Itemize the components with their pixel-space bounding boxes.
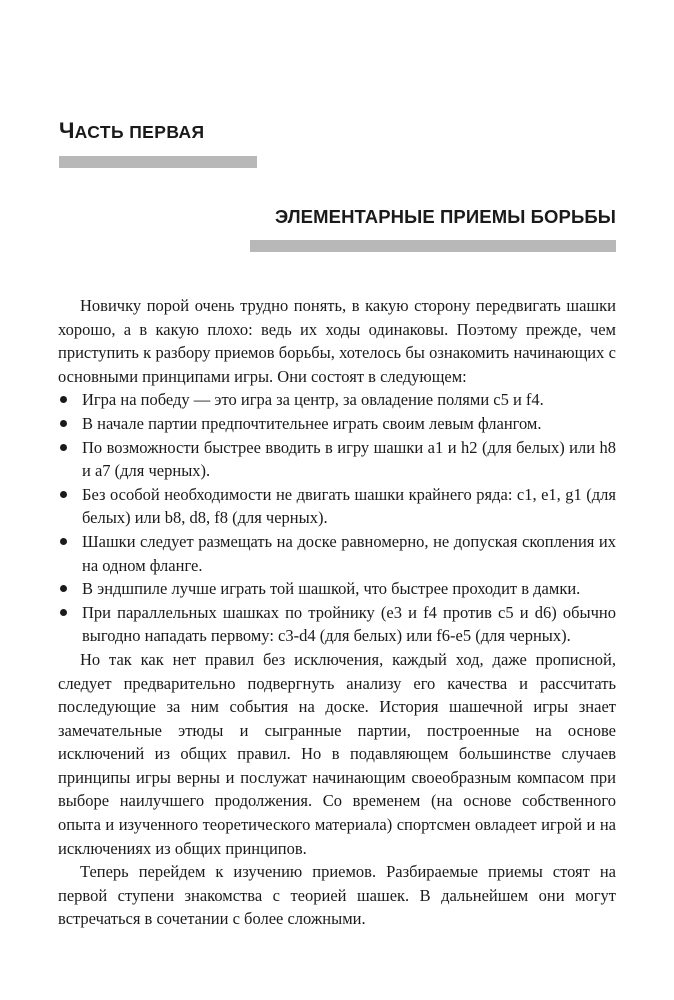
exceptions-paragraph: Но так как нет правил без исключения, каждый ход, даже прописной, следует предварительно подвергнуть анализу его качества и рассчитать последующие за ним события на доске. История шашечной игры знает замечательные этюды и сыгранные партии, построенные на основе исключений из общих правил. Но в подавляющем большинстве случаев принципы игры верны и послужат начинающим своеобразным компасом при выборе наилучшего продолжения. Со временем (на основе собственного опыта и изученного теоретического материала) спортсмен овладеет игрой и на исключениях из общих принципов. xyxy=(58,649,616,858)
list-item-text: При параллельных шашках по тройнику (е3 и f4 против с5 и d6) обычно выгодно нападать первому: с3-d4 (для белых) или f6-е5 (для черных). xyxy=(82,602,616,646)
list-item xyxy=(58,530,616,577)
list-item-text: В начале партии предпочтительнее играть своим левым флангом. xyxy=(82,413,542,433)
list-item xyxy=(58,388,616,412)
principles-list xyxy=(58,388,616,648)
body-text xyxy=(58,294,616,931)
list-item xyxy=(58,601,616,648)
list-item xyxy=(58,412,616,436)
part-rule-bar xyxy=(59,156,257,168)
part-heading-rest: АСТЬ ПЕРВАЯ xyxy=(74,122,205,142)
list-item xyxy=(58,577,616,601)
part-heading-initial: Ч xyxy=(59,118,75,143)
part-heading xyxy=(59,118,205,144)
chapter-title: ЭЛЕМЕНТАРНЫЕ ПРИЕМЫ БОРЬБЫ xyxy=(275,206,616,227)
list-item-text: Игра на победу — это игра за центр, за овладение полями с5 и f4. xyxy=(82,390,544,410)
list-item-text: По возможности быстрее вводить в игру шашки а1 и h2 (для белых) или h8 и а7 (для черных). xyxy=(82,437,616,481)
intro-paragraph: Новичку порой очень трудно понять, в какую сторону передвигать шашки хорошо, а в какую плохо: ведь их ходы одинаковы. Поэтому прежде, чем приступить к разбору приемов борьбы, хотелось бы ознакомить начинающих с основными принципами игры. Они состоят в следующем: xyxy=(58,296,616,386)
list-item-text: Шашки следует размещать на доске равномерно, не допуская скопления их на одном фланге. xyxy=(82,531,616,575)
chapter-rule-bar xyxy=(250,240,616,252)
list-item-text: В эндшпиле лучше играть той шашкой, что быстрее проходит в дамки. xyxy=(82,579,581,599)
list-item xyxy=(58,436,616,483)
closing-paragraph: Теперь перейдем к изучению приемов. Разбираемые приемы стоят на первой ступени знакомства с теорией шашек. В дальнейшем они могут встречаться в сочетании с более сложными. xyxy=(58,862,616,929)
list-item xyxy=(58,483,616,530)
list-item-text: Без особой необходимости не двигать шашки крайнего ряда: с1, е1, g1 (для белых) или b8, d8, f8 (для черных). xyxy=(82,484,616,528)
